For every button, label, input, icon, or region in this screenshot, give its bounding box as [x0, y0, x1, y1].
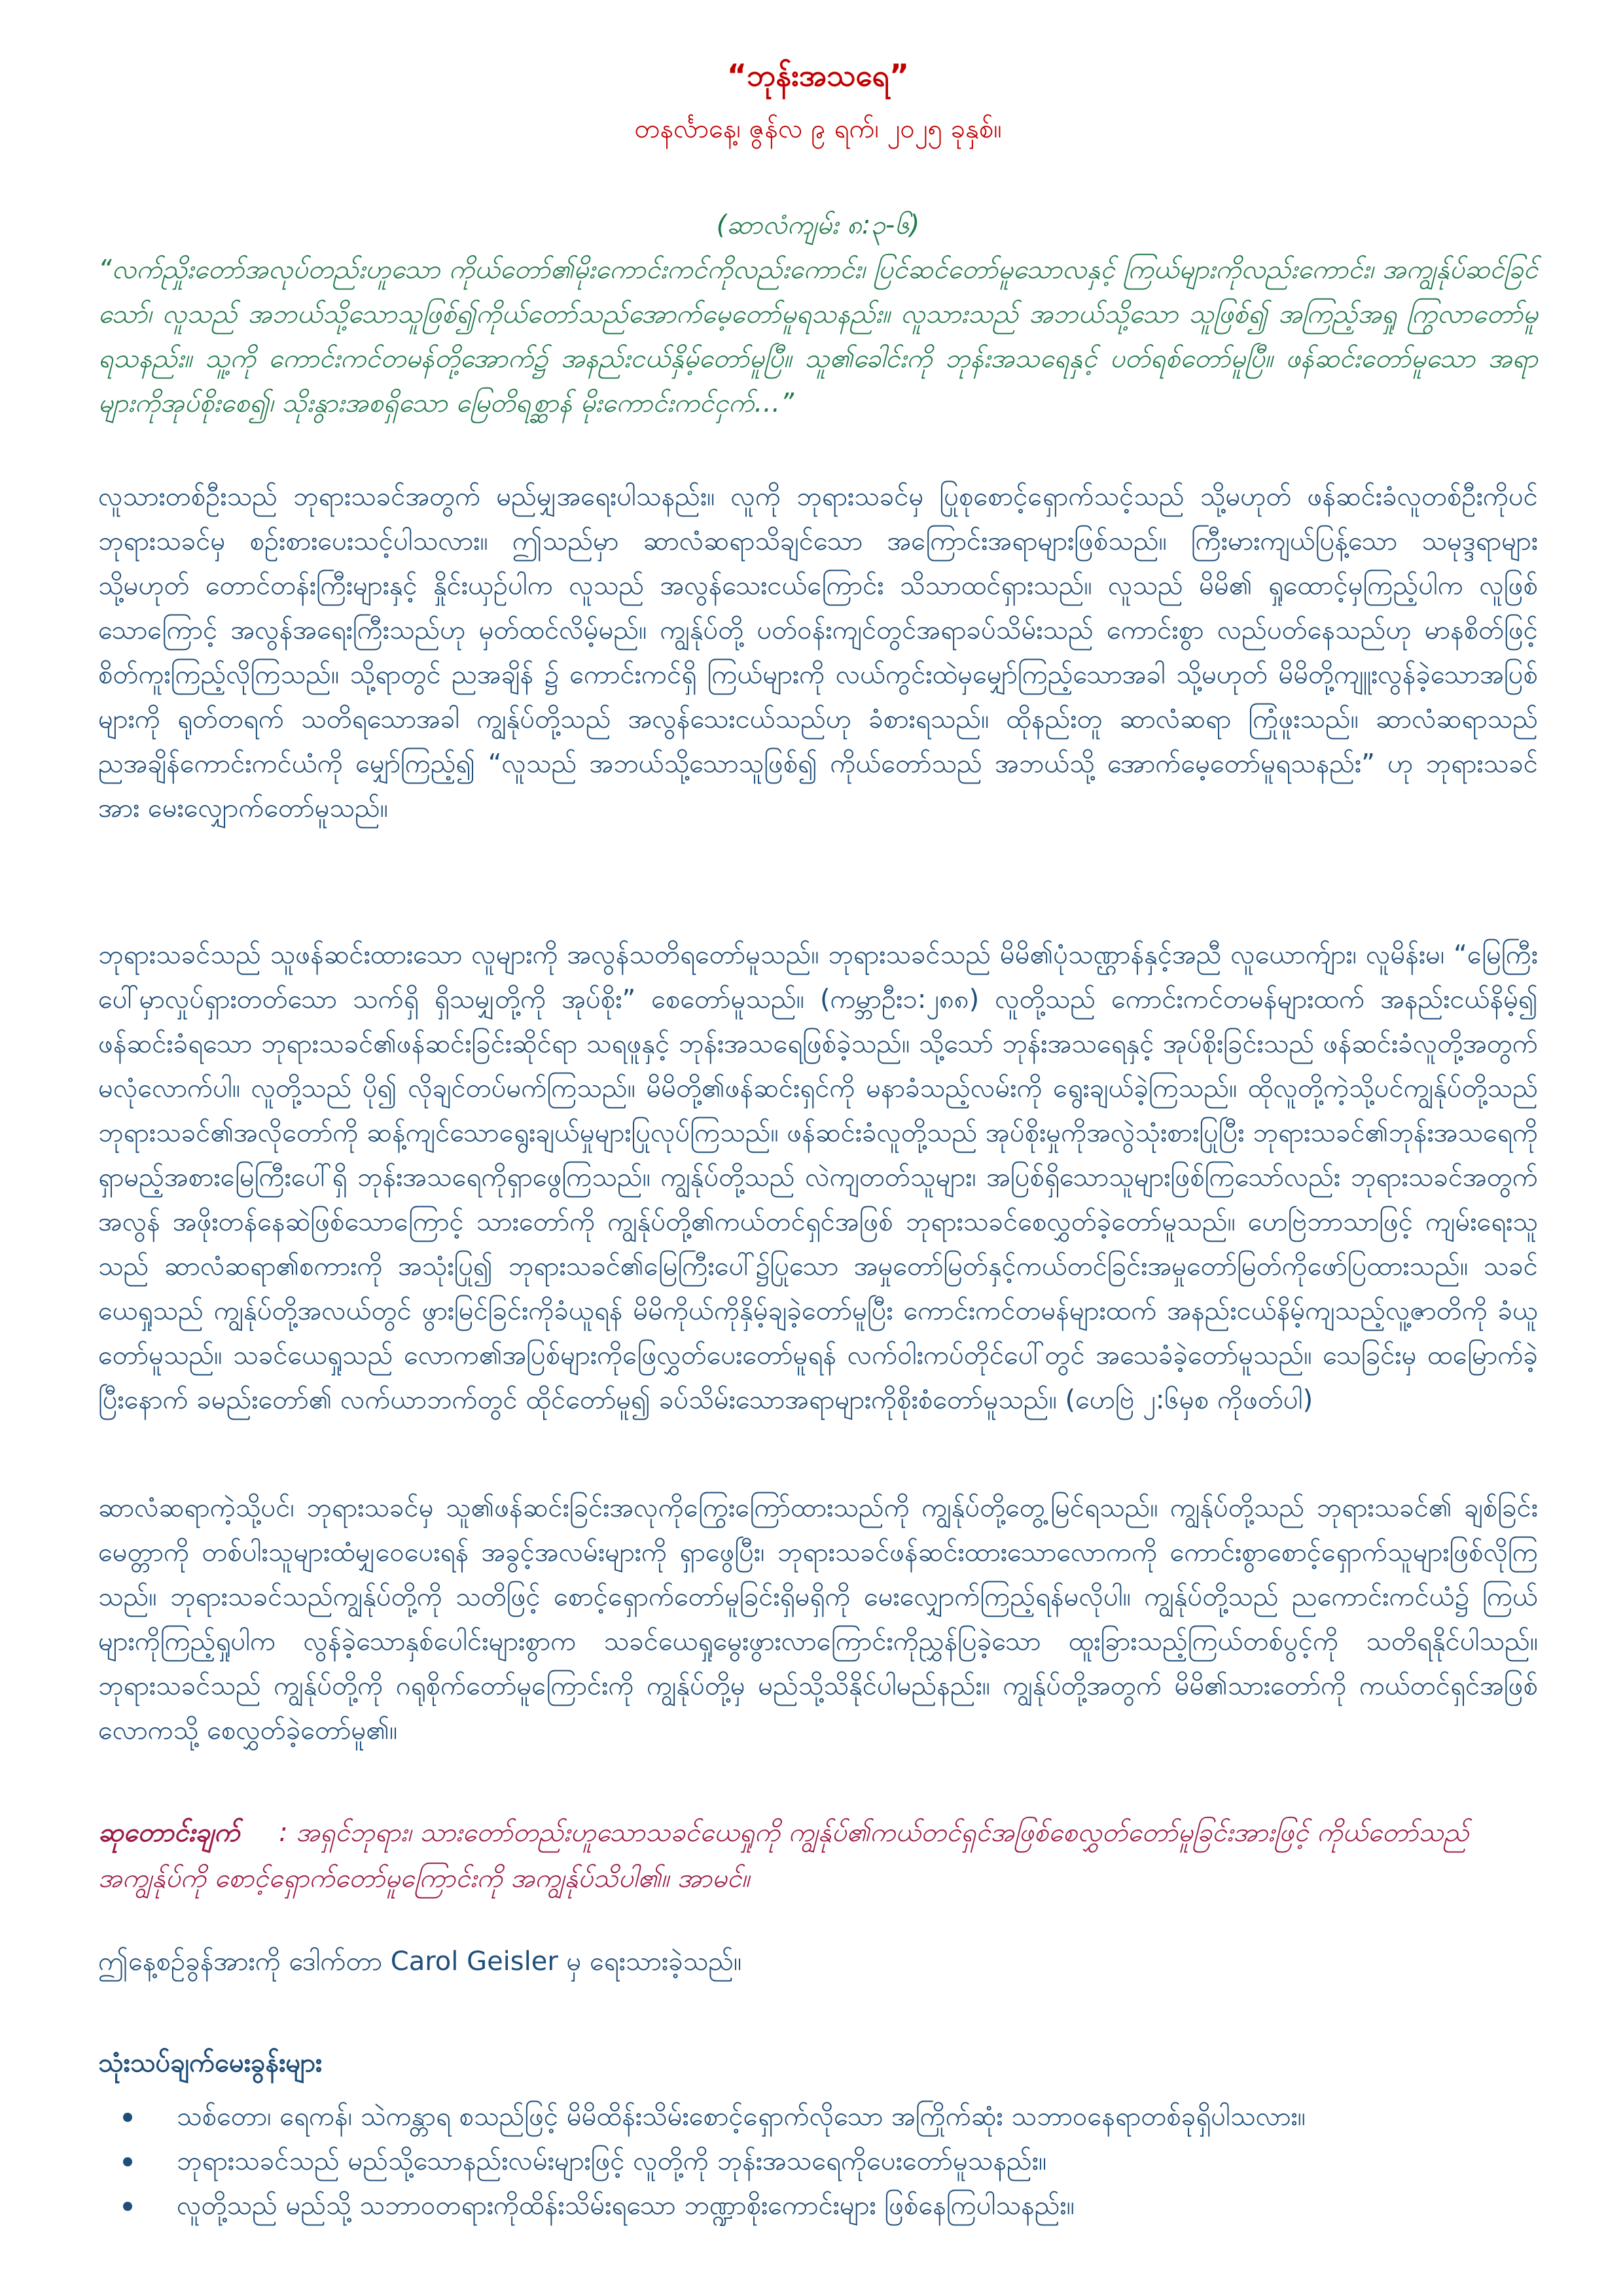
question-item [98, 2183, 1538, 2228]
body-paragraph: ဘုရားသခင်သည် သူဖန်ဆင်းထားသော လူများကို အလွန်သတိရတော်မူသည်။ ဘုရားသခင်သည် မိမိ၏ပုံသဏ္ဌာန်နှင့်အညီ လူယောက်ျား၊ လူမိန်းမ၊ “မြေကြီးပေါ်မှာလှုပ်ရှားတတ်သော သက်ရှိ ရှိသမျှတို့ကို အုပ်စိုး” စေတော်မူသည်။ (ကမ္ဘာဦး၁:၂၈၈) လူတို့သည် ကောင်းကင်တမန်များထက် အနည်းငယ်နိမ့်၍ ဖန်ဆင်းခံရသော ဘုရားသခင်၏ဖန်ဆင်းခြင်းဆိုင်ရာ သရဖူနှင့် ဘုန်းအသရေဖြစ်ခဲ့သည်။ သို့သော် ဘုန်းအသရေနှင့် အုပ်စိုးခြင်းသည် ဖန်ဆင်းခံလူတို့အတွက် မလုံလောက်ပါ။ လူတို့သည် ပို၍ လိုချင်တပ်မက်ကြသည်။ မိမိတို့၏ဖန်ဆင်းရှင်ကို မနာခံသည့်လမ်းကို ရွေးချယ်ခဲ့ကြသည်။ ထိုလူတို့ကဲ့သို့ပင်ကျွန်ုပ်တို့သည် ဘုရားသခင်၏အလိုတော်ကို ဆန့်ကျင်သောရွေးချယ်မှုများပြုလုပ်ကြသည်။ ဖန်ဆင်းခံလူတို့သည် အုပ်စိုးမှုကိုအလွဲသုံးစားပြုပြီး ဘုရားသခင်၏ဘုန်းအသရေကို ရှာမည့်အစားမြေကြီးပေါ်ရှိ ဘုန်းအသရေကိုရှာဖွေကြသည်။ ကျွန်ုပ်တို့သည် လဲကျတတ်သူများ၊ အပြစ်ရှိသောသူများဖြစ်ကြသော်လည်း ဘုရားသခင်အတွက် အလွန် အဖိုးတန်နေဆဲဖြစ်သောကြောင့် သားတော်ကို ကျွန်ုပ်တို့၏ကယ်တင်ရှင်အဖြစ် ဘုရားသခင်စေလွှတ်ခဲ့တော်မူသည်။ ဟေဗြဲဘာသာဖြင့် ကျမ်းရေးသူသည် ဆာလံဆရာ၏စကားကို အသုံးပြု၍ ဘုရားသခင်၏မြေကြီးပေါ်၌ပြုသော အမှုတော်မြတ်နှင့်ကယ်တင်ခြင်းအမှုတော်မြတ်ကိုဖော်ပြထားသည်။ သခင်ယေရှုသည် ကျွန်ုပ်တို့အလယ်တွင် ဖွားမြင်ခြင်းကိုခံယူရန် မိမိကိုယ်ကိုနှိမ့်ချခဲ့တော်မူပြီး ကောင်းကင်တမန်များထက် အနည်းငယ်နိမ့်ကျသည့်လူ့ဇာတိကို ခံယူတော်မူသည်။ သခင်ယေရှုသည် လောက၏အပြစ်များကိုဖြေလွှတ်ပေးတော်မူရန် လက်ဝါးကပ်တိုင်ပေါ်တွင် အသေခံခဲ့တော်မူသည်။ သေခြင်းမှ ထမြောက်ခဲ့ပြီးနောက် ခမည်းတော်၏ လက်ယာဘက်တွင် ထိုင်တော်မူ၍ ခပ်သိမ်းသောအရာများကိုစိုးစံတော်မူသည်။ (ဟေဗြဲ ၂:၆မှစ ကိုဖတ်ပါ) [98, 940, 1538, 1415]
question-text: ဘုရားသခင်သည် မည်သို့သောနည်းလမ်းများဖြင့် လူတို့ကို ဘုန်းအသရေကိုပေးတော်မူသနည်း။ [177, 2146, 1047, 2176]
prayer-label: ဆုတောင်းချက် [98, 1818, 240, 1848]
date-line: တနင်္လာနေ့၊ ဇွန်လ ၉ ရက်၊ ၂၀၂၅ ခုနှစ်။ [634, 114, 1002, 144]
bullet-icon [123, 2202, 132, 2211]
question-item [98, 2094, 1538, 2139]
scripture-quote: “လက်ညှိုးတော်အလုပ်တည်းဟူသော ကိုယ်တော်၏မိုးကောင်းကင်ကိုလည်းကောင်း၊ ပြင်ဆင်တော်မူသောလနှင့် ကြယ်များကိုလည်းကောင်း၊ အကျွန်ုပ်ဆင်ခြင်သော်၊ လူသည် အဘယ်သို့သောသူဖြစ်၍ကိုယ်တော်သည်အောက်မေ့တော်မူရသနည်း။ လူသားသည် အဘယ်သို့သော သူဖြစ်၍ အကြည့်အရှု ကြွလာတော်မူရသနည်း။ သူ့ကို ကောင်းကင်တမန်တို့အောက်၌ အနည်းငယ်နှိမ့်တော်မူပြီ။ သူ၏ခေါင်းကို ဘုန်းအသရေနှင့် ပတ်ရစ်တော်မူပြီ။ ဖန်ဆင်းတော်မူသော အရာများကိုအုပ်စိုးစေ၍၊ သိုးနွားအစရှိသော မြေတိရစ္ဆာန် မိုးကောင်းကင်ငှက်…” [98, 255, 1538, 418]
author-line: ဤနေ့စဉ်ခွန်အားကို ဒေါက်တာ Carol Geisler မှ ရေးသားခဲ့သည်။ [98, 1946, 742, 1977]
questions-list [98, 2094, 1538, 2228]
prayer-text: : အရှင်ဘုရား၊ သားတော်တည်းဟူသောသခင်ယေရှုကို ကျွန်ုပ်၏ကယ်တင်ရှင်အဖြစ်စေလွှတ်တော်မူခြင်းအားဖြင့် ကိုယ်တော်သည် အကျွန်ုပ်ကို စောင့်ရှောက်တော်မူကြောင်းကို အကျွန်ုပ်သိပါ၏။ အာမင်။ [98, 1818, 1469, 1893]
page-title: “ဘုန်းအသရေ” [726, 58, 910, 93]
bullet-icon [123, 2157, 132, 2166]
question-item [98, 2139, 1538, 2183]
body-paragraph: ဆာလံဆရာကဲ့သို့ပင်၊ ဘုရားသခင်မှ သူ၏ဖန်ဆင်းခြင်းအလုကိုကြွေးကြော်ထားသည်ကို ကျွန်ုပ်တို့တွေ့မြင်ရသည်။ ကျွန်ုပ်တို့သည် ဘုရားသခင်၏ ချစ်ခြင်းမေတ္တာကို တစ်ပါးသူများထံမျှဝေပေးရန် အခွင့်အလမ်းများကို ရှာဖွေပြီး၊ ဘုရားသခင်ဖန်ဆင်းထားသောလောကကို ကောင်းစွာစောင့်ရှောက်သူများဖြစ်လိုကြသည်။ ဘုရားသခင်သည်ကျွန်ုပ်တို့ကို သတိဖြင့် စောင့်ရှောက်တော်မူခြင်းရှိမရှိကို မေးလျှောက်ကြည့်ရန်မလိုပါ။ ကျွန်ုပ်တို့သည် ညကောင်းကင်ယံ၌ ကြယ်များကိုကြည့်ရှုပါက လွန်ခဲ့သောနှစ်ပေါင်းများစွာက သခင်ယေရှုမွေးဖွားလာကြောင်းကိုညွှန်ပြခဲ့သော ထူးခြားသည့်ကြယ်တစ်ပွင့်ကို သတိရနိုင်ပါသည်။ ဘုရားသခင်သည် ကျွန်ုပ်တို့ကို ဂရုစိုက်တော်မူကြောင်းကို ကျွန်ုပ်တို့မှ မည်သို့သိနိုင်ပါမည်နည်း။ ကျွန်ုပ်တို့အတွက် မိမိ၏သားတော်ကို ကယ်တင်ရှင်အဖြစ် လောကသို့ စေလွှတ်ခဲ့တော်မူ၏။ [98, 1493, 1538, 1746]
questions-heading: သုံးသပ်ချက်မေးခွန်းများ [98, 2048, 323, 2078]
bullet-icon [123, 2113, 132, 2122]
question-text: သစ်တော၊ ရေကန်၊ သဲကန္တာရ စသည်ဖြင့် မိမိထိန်းသိမ်းစောင့်ရှောက်လိုသော အကြိုက်ဆုံး သဘာဝနေရာတစ်ခုရှိပါသလား။ [177, 2102, 1306, 2132]
prayer-section [98, 1810, 1538, 1901]
question-text: လူတို့သည် မည်သို့ သဘာဝတရားကိုထိန်းသိမ်းရသော ဘဏ္ဍာစိုးကောင်းများ ဖြစ်နေကြပါသနည်း။ [177, 2191, 1075, 2221]
scripture-reference: (ဆာလံကျမ်း ၈:၃-၆) [716, 210, 920, 240]
body-paragraph: လူသားတစ်ဦးသည် ဘုရားသခင်အတွက် မည်မျှအရေးပါသနည်း။ လူကို ဘုရားသခင်မှ ပြုစုစောင့်ရှောက်သင့်သည် သို့မဟုတ် ဖန်ဆင်းခံလူတစ်ဦးကိုပင် ဘုရားသခင်မှ စဉ်းစားပေးသင့်ပါသလား။ ဤသည်မှာ ဆာလံဆရာသိချင်သော အကြောင်းအရာများဖြစ်သည်။ ကြီးမားကျယ်ပြန့်သော သမုဒ္ဒရာများ သို့မဟုတ် တောင်တန်းကြီးများနှင့် နှိုင်းယှဉ်ပါက လူသည် အလွန်သေးငယ်ကြောင်း သိသာထင်ရှားသည်။ လူသည် မိမိ၏ ရှုထောင့်မှကြည့်ပါက လူဖြစ်သောကြောင့် အလွန်အရေးကြီးသည်ဟု မှတ်ထင်လိမ့်မည်။ ကျွန်ုပ်တို့ ပတ်ဝန်းကျင်တွင်အရာခပ်သိမ်းသည် ကောင်းစွာ လည်ပတ်နေသည်ဟု မာနစိတ်ဖြင့် စိတ်ကူးကြည့်လိုကြသည်။ သို့ရာတွင် ညအချိန် ၌ ကောင်းကင်ရှိ ကြယ်များကို လယ်ကွင်းထဲမှမျှော်ကြည့်သောအခါ သို့မဟုတ် မိမိတို့ကျူးလွန်ခဲ့သောအပြစ်များကို ရုတ်တရက် သတိရသောအခါ ကျွန်ုပ်တို့သည် အလွန်သေးငယ်သည်ဟု ခံစားရသည်။ ထိုနည်းတူ ဆာလံဆရာ ကြုံဖူးသည်။ ဆာလံဆရာသည် ညအချိန်ကောင်းကင်ယံကို မျှော်ကြည့်၍ “လူသည် အဘယ်သို့သောသူဖြစ်၍ ကိုယ်တော်သည် အဘယ်သို့ အောက်မေ့တော်မူရသနည်း” ဟု ဘုရားသခင်အား မေးလျှောက်တော်မူသည်။ [98, 482, 1538, 823]
